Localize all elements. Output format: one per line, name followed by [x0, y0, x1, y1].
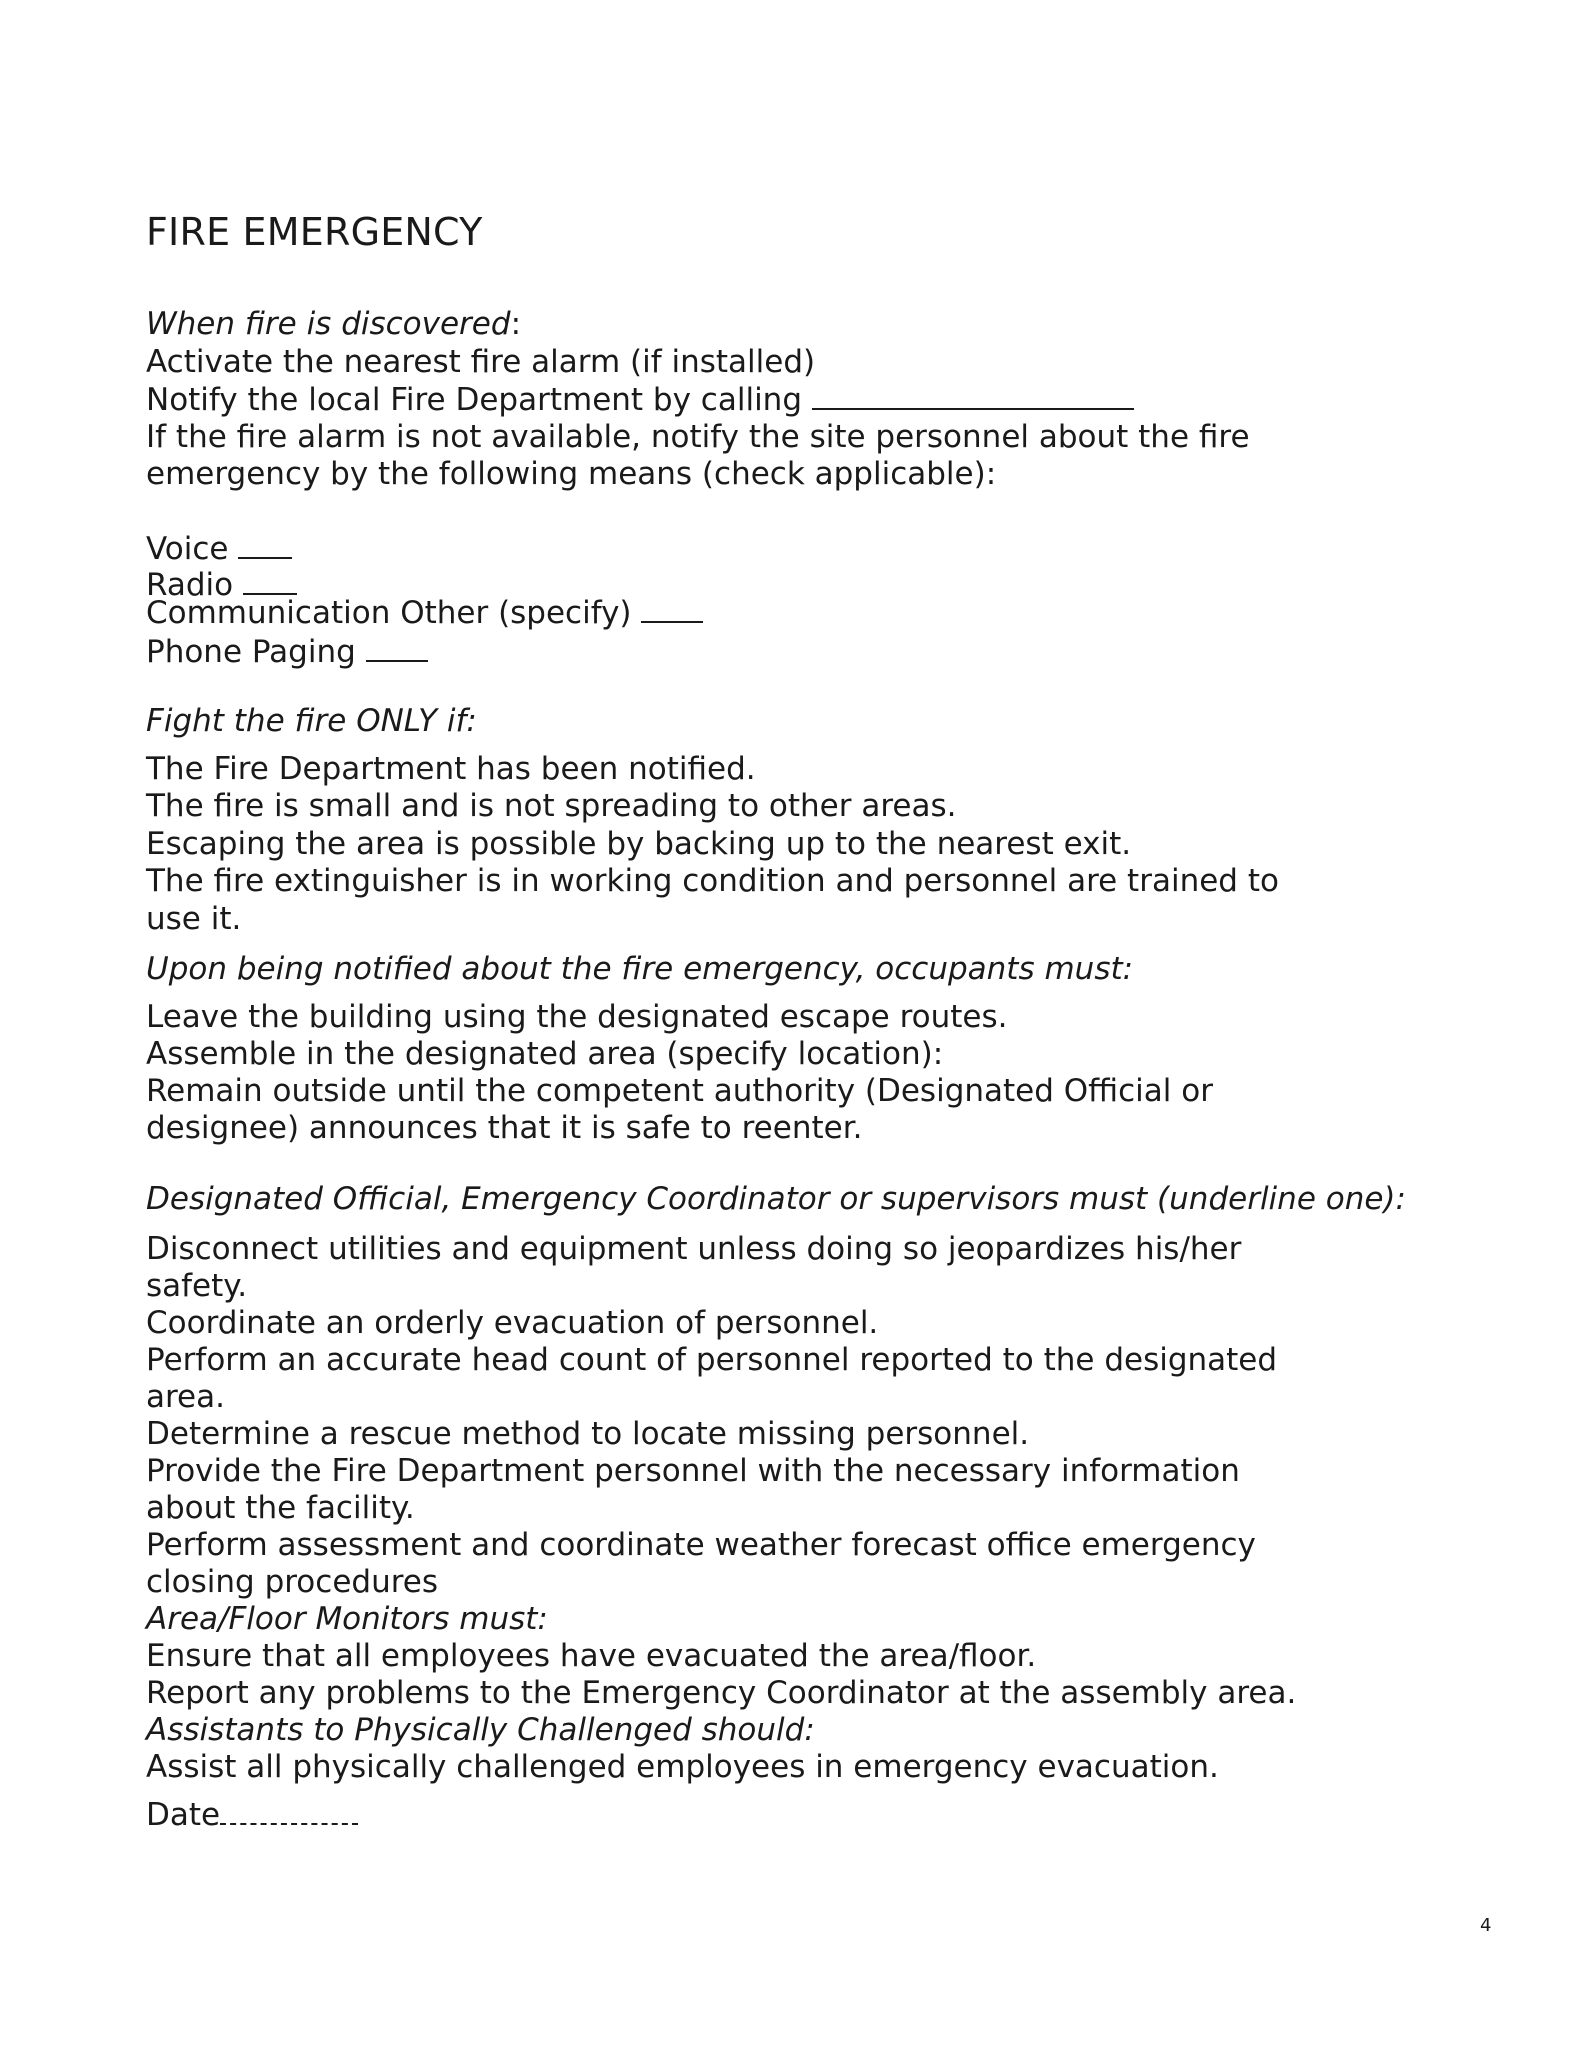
discovered-line-phone [146, 381, 1134, 419]
occupants-heading: Upon being notified about the fire emergency, occupants must: [146, 951, 1134, 987]
means-label: Communication Other (specify) [146, 595, 632, 631]
discovered-heading [146, 305, 521, 343]
assistants-line: Assist all physically challenged employees in emergency evacuation. [146, 1749, 1219, 1785]
phone-paging-check-blank[interactable] [366, 636, 428, 662]
page-number: 4 [1480, 1915, 1492, 1936]
radio-check-blank[interactable] [243, 569, 297, 595]
discovered-line: If the fire alarm is not available, notify the site personnel about the fire [146, 419, 1250, 455]
discovered-heading-colon: : [510, 306, 522, 342]
officials-line: safety. [146, 1268, 248, 1304]
means-label: Voice [146, 531, 229, 567]
means-label: Phone Paging [146, 634, 356, 670]
officials-line: Perform an accurate head count of personnel reported to the designated [146, 1342, 1278, 1378]
communication-other-check-blank[interactable] [641, 597, 703, 623]
officials-line: about the facility. [146, 1490, 415, 1526]
discovered-line: Activate the nearest fire alarm (if installed) [146, 344, 816, 380]
date-label: Date [146, 1797, 221, 1833]
officials-line: Determine a rescue method to locate missing personnel. [146, 1416, 1030, 1452]
fight-line: The fire extinguisher is in working condition and personnel are trained to [146, 863, 1279, 899]
discovered-heading-text: When fire is discovered [146, 306, 511, 342]
officials-line: Provide the Fire Department personnel with the necessary information [146, 1453, 1240, 1489]
phone-number-blank[interactable] [812, 384, 1134, 410]
occupants-line: designee) announces that it is safe to reenter. [146, 1110, 863, 1146]
means-item-voice [146, 530, 292, 568]
discovered-line: emergency by the following means (check applicable): [146, 456, 997, 492]
officials-heading: Designated Official, Emergency Coordinator or supervisors must (underline one): [146, 1181, 1406, 1217]
discovered-line: Notify the local Fire Department by calling [146, 382, 803, 418]
voice-check-blank[interactable] [238, 533, 292, 559]
date-blank[interactable] [220, 1803, 358, 1825]
occupants-line: Leave the building using the designated escape routes. [146, 999, 1008, 1035]
means-item-communication-other [146, 594, 703, 632]
occupants-line: Assemble in the designated area (specify location): [146, 1036, 944, 1072]
fight-heading: Fight the fire ONLY if: [146, 703, 477, 739]
fight-line: The fire is small and is not spreading to other areas. [146, 788, 957, 824]
monitors-heading: Area/Floor Monitors must: [146, 1601, 548, 1637]
means-label: Radio [146, 567, 234, 603]
fight-line: The Fire Department has been notified. [146, 751, 756, 787]
monitors-line: Report any problems to the Emergency Coordinator at the assembly area. [146, 1675, 1297, 1711]
means-item-phone-paging [146, 633, 428, 671]
monitors-line: Ensure that all employees have evacuated the area/floor. [146, 1638, 1037, 1674]
occupants-line: Remain outside until the competent authority (Designated Official or [146, 1073, 1213, 1109]
officials-line: area. [146, 1379, 225, 1415]
assistants-heading: Assistants to Physically Challenged should: [146, 1712, 815, 1748]
date-row [146, 1796, 358, 1834]
officials-line: Disconnect utilities and equipment unless doing so jeopardizes his/her [146, 1231, 1242, 1267]
officials-line: Perform assessment and coordinate weather forecast office emergency [146, 1527, 1256, 1563]
officials-line: closing procedures [146, 1564, 439, 1600]
fight-line: use it. [146, 901, 242, 937]
page-title: FIRE EMERGENCY [146, 210, 483, 254]
fight-line: Escaping the area is possible by backing up to the nearest exit. [146, 826, 1132, 862]
officials-line: Coordinate an orderly evacuation of personnel. [146, 1305, 879, 1341]
